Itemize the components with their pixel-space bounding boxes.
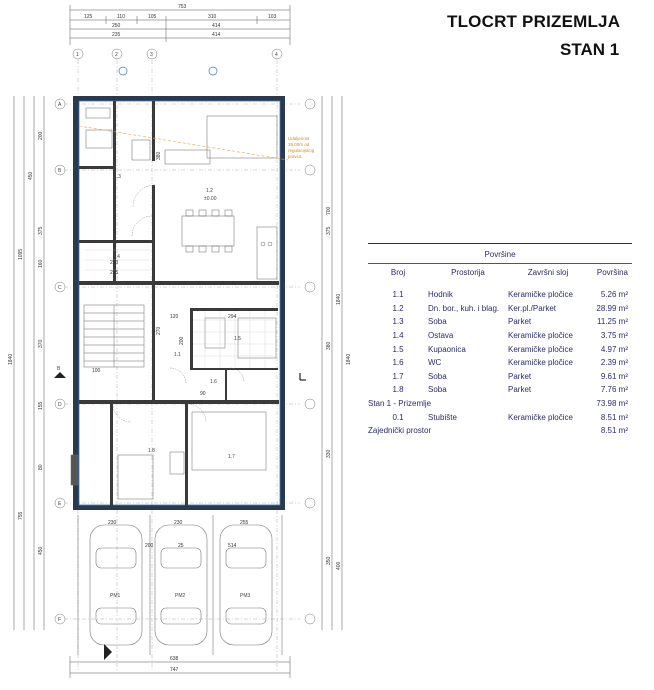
row-area: 2.39 m²: [600, 358, 628, 368]
parking-pm3: PM3: [240, 593, 251, 599]
row-number: 1.2: [392, 303, 404, 313]
dim-top-4: 310: [208, 14, 217, 20]
dim-inner-380: 380: [156, 151, 162, 160]
grid-row-d: D: [58, 402, 62, 408]
common-total-row: [368, 424, 632, 438]
dim-left-1095: 1095: [18, 248, 24, 260]
subtotal-row: [368, 397, 632, 411]
dim-top-3: 105: [148, 14, 157, 20]
grid-col-4: 4: [275, 52, 278, 58]
table-row: [368, 329, 632, 343]
row-number: 0.1: [392, 412, 404, 422]
dim-inner-120: 120: [170, 314, 179, 320]
dim-left-450b: 450: [38, 546, 44, 555]
dim-right-700: 700: [326, 206, 332, 215]
grid-row-markers: [55, 99, 315, 624]
dim-inner-270: 270: [156, 326, 162, 335]
dim-top-1: 125: [84, 14, 93, 20]
dim-top-total: 753: [178, 4, 187, 10]
room-level: ±0.00: [204, 196, 217, 202]
dim-right-330: 330: [326, 449, 332, 458]
row-area: 3.75 m²: [600, 331, 628, 341]
room-label-1-1: 1.1: [174, 352, 181, 358]
table-row: [368, 315, 632, 329]
row-room: Ostava: [428, 331, 454, 341]
grid-col-3: 3: [150, 52, 153, 58]
table-row: [368, 288, 632, 302]
row-room: Kupaonica: [428, 344, 466, 354]
areas-header-row: [368, 264, 632, 280]
section-marker-right: [300, 373, 306, 380]
dim-inner-100: 100: [92, 368, 101, 374]
parking-pm2: PM2: [175, 593, 186, 599]
subtotal-value: 73.98 m²: [596, 399, 628, 409]
row-area: 5.26 m²: [600, 290, 628, 300]
parking-dim-4: 200: [145, 543, 154, 549]
setback-note-1: Udaljenost: [288, 136, 310, 141]
parking-pm1: PM1: [110, 593, 121, 599]
section-label: B: [57, 366, 61, 372]
parking-dim-2: 230: [174, 520, 183, 526]
setback-line: [79, 126, 288, 160]
areas-caption: Površine: [484, 250, 516, 259]
door-swings: [113, 185, 244, 422]
room-label-1-7: 1.7: [228, 454, 235, 460]
row-finish: Parket: [508, 317, 532, 327]
entry-arrow: [104, 644, 112, 660]
bottom-dimension-chains: [70, 656, 290, 678]
dim-right-375: 375: [326, 226, 332, 235]
dim-top-7: 414: [212, 23, 221, 29]
header-zavrsni-sloj: Završni sloj: [527, 267, 569, 277]
dim-left-200: 200: [38, 131, 44, 140]
dim-left-160: 160: [38, 259, 44, 268]
drawing-title: TLOCRT PRIZEMLJA: [447, 12, 621, 31]
dim-right-380: 380: [326, 341, 332, 350]
row-area: 11.25 m²: [597, 317, 628, 327]
row-number: 1.5: [392, 344, 404, 354]
room-label-1-5: 1.5: [234, 336, 241, 342]
dim-right-400: 400: [336, 561, 342, 570]
row-finish: Keramičke pločice: [508, 344, 573, 354]
grid-col-1: 1: [76, 52, 79, 58]
dim-right-total-2: 1840: [346, 353, 352, 365]
stairs: [84, 305, 144, 367]
dim-top-6: 250: [112, 23, 121, 29]
grid-row-c: C: [58, 285, 62, 291]
grid-col-2: 2: [115, 52, 118, 58]
row-room: Soba: [428, 317, 447, 327]
row-number: 1.3: [392, 317, 404, 327]
row-finish: Parket: [508, 385, 532, 395]
table-row: [368, 383, 632, 397]
dim-inner-294: 294: [228, 314, 237, 320]
dim-inner-200: 200: [179, 336, 185, 345]
row-room: Hodnik: [428, 290, 453, 300]
row-finish: Ker.pl./Parket: [508, 303, 557, 313]
interior-walls: [79, 101, 279, 506]
setback-note-2: 35,00m od: [288, 142, 310, 147]
parking-dim-5: 25: [178, 543, 184, 549]
subtotal-label: Stan 1 - Prizemlje: [368, 399, 432, 409]
vent-markers: [119, 67, 217, 75]
areas-table: [368, 243, 632, 438]
row-room: Stubište: [428, 412, 457, 422]
row-area: 7.76 m²: [600, 385, 628, 395]
header-broj: Broj: [390, 267, 406, 277]
table-row: [368, 302, 632, 316]
setback-note-4: pravca: [288, 154, 302, 159]
dim-left-total: 1840: [8, 353, 14, 365]
dim-inner-235: 235: [110, 270, 119, 276]
row-finish: Keramičke pločice: [508, 331, 573, 341]
dim-left-155: 155: [38, 401, 44, 410]
row-area: 4.97 m²: [600, 344, 628, 354]
common-value: 8.51 m²: [600, 426, 628, 436]
row-room: WC: [428, 358, 442, 368]
dim-left-370: 370: [38, 339, 44, 348]
dim-bottom-2: 747: [170, 667, 179, 673]
right-dimension-chains: [322, 96, 342, 630]
row-finish: Keramičke pločice: [508, 290, 573, 300]
grid-row-f: F: [58, 617, 62, 623]
dim-top-5: 103: [268, 14, 277, 20]
dim-top-2: 110: [117, 14, 125, 20]
row-number: 1.1: [392, 290, 404, 300]
header-prostorija: Prostorija: [451, 267, 485, 277]
section-marker: [54, 372, 66, 378]
dim-top-8: 235: [112, 32, 121, 38]
row-number: 1.6: [392, 358, 404, 368]
table-row: [368, 370, 632, 384]
row-finish: Keramičke pločice: [508, 412, 573, 422]
grid-row-e: E: [58, 501, 62, 507]
room-label-1-3: 1.3: [114, 174, 121, 180]
grid-row-b: B: [58, 168, 62, 174]
row-number: 1.7: [392, 371, 404, 381]
row-area: 28.99 m²: [596, 303, 628, 313]
parking-dim-3: 255: [240, 520, 249, 526]
parking-dim-6: 514: [228, 543, 237, 549]
table-row: [368, 342, 632, 356]
row-area: 8.51 m²: [600, 412, 628, 422]
table-row: [368, 410, 632, 424]
dim-inner-250: 250: [110, 260, 119, 266]
dim-left-450: 450: [28, 171, 34, 180]
table-row: [368, 356, 632, 370]
row-room: Soba: [428, 385, 447, 395]
dim-right-total: 1840: [336, 293, 342, 305]
grid-row-a: A: [58, 102, 62, 108]
setback-note-3: regulacijskog: [288, 148, 315, 153]
dim-left-755: 755: [18, 511, 24, 520]
parking-cars: [78, 515, 282, 655]
dim-left-375: 375: [38, 226, 44, 235]
parking-dim-1: 230: [108, 520, 117, 526]
grid-axes: [55, 60, 300, 670]
dim-bottom-1: 638: [170, 656, 179, 662]
grid-col-markers: [73, 49, 282, 59]
row-room: Dn. bor., kuh. i blag.: [428, 303, 500, 313]
row-room: Soba: [428, 371, 447, 381]
dim-right-350: 350: [326, 556, 332, 565]
row-finish: Parket: [508, 371, 532, 381]
areas-grid: [368, 264, 632, 438]
header-povrsina: Površina: [596, 267, 628, 277]
room-label-1-2: 1.2: [206, 188, 213, 194]
dim-inner-90: 90: [200, 391, 206, 397]
row-area: 9.61 m²: [600, 371, 628, 381]
dim-left-80: 80: [38, 464, 44, 470]
drawing-subtitle: STAN 1: [560, 40, 620, 59]
top-dimension-chains: [70, 5, 290, 45]
dim-top-9: 414: [212, 32, 221, 38]
row-finish: Keramičke pločice: [508, 358, 573, 368]
room-label-1-4: 1.4: [113, 254, 120, 260]
row-number: 1.4: [392, 331, 404, 341]
row-number: 1.8: [392, 385, 404, 395]
common-label: Zajednički prostor: [368, 426, 432, 436]
room-label-1-8: 1.8: [148, 448, 155, 454]
room-label-1-6: 1.6: [210, 379, 217, 385]
